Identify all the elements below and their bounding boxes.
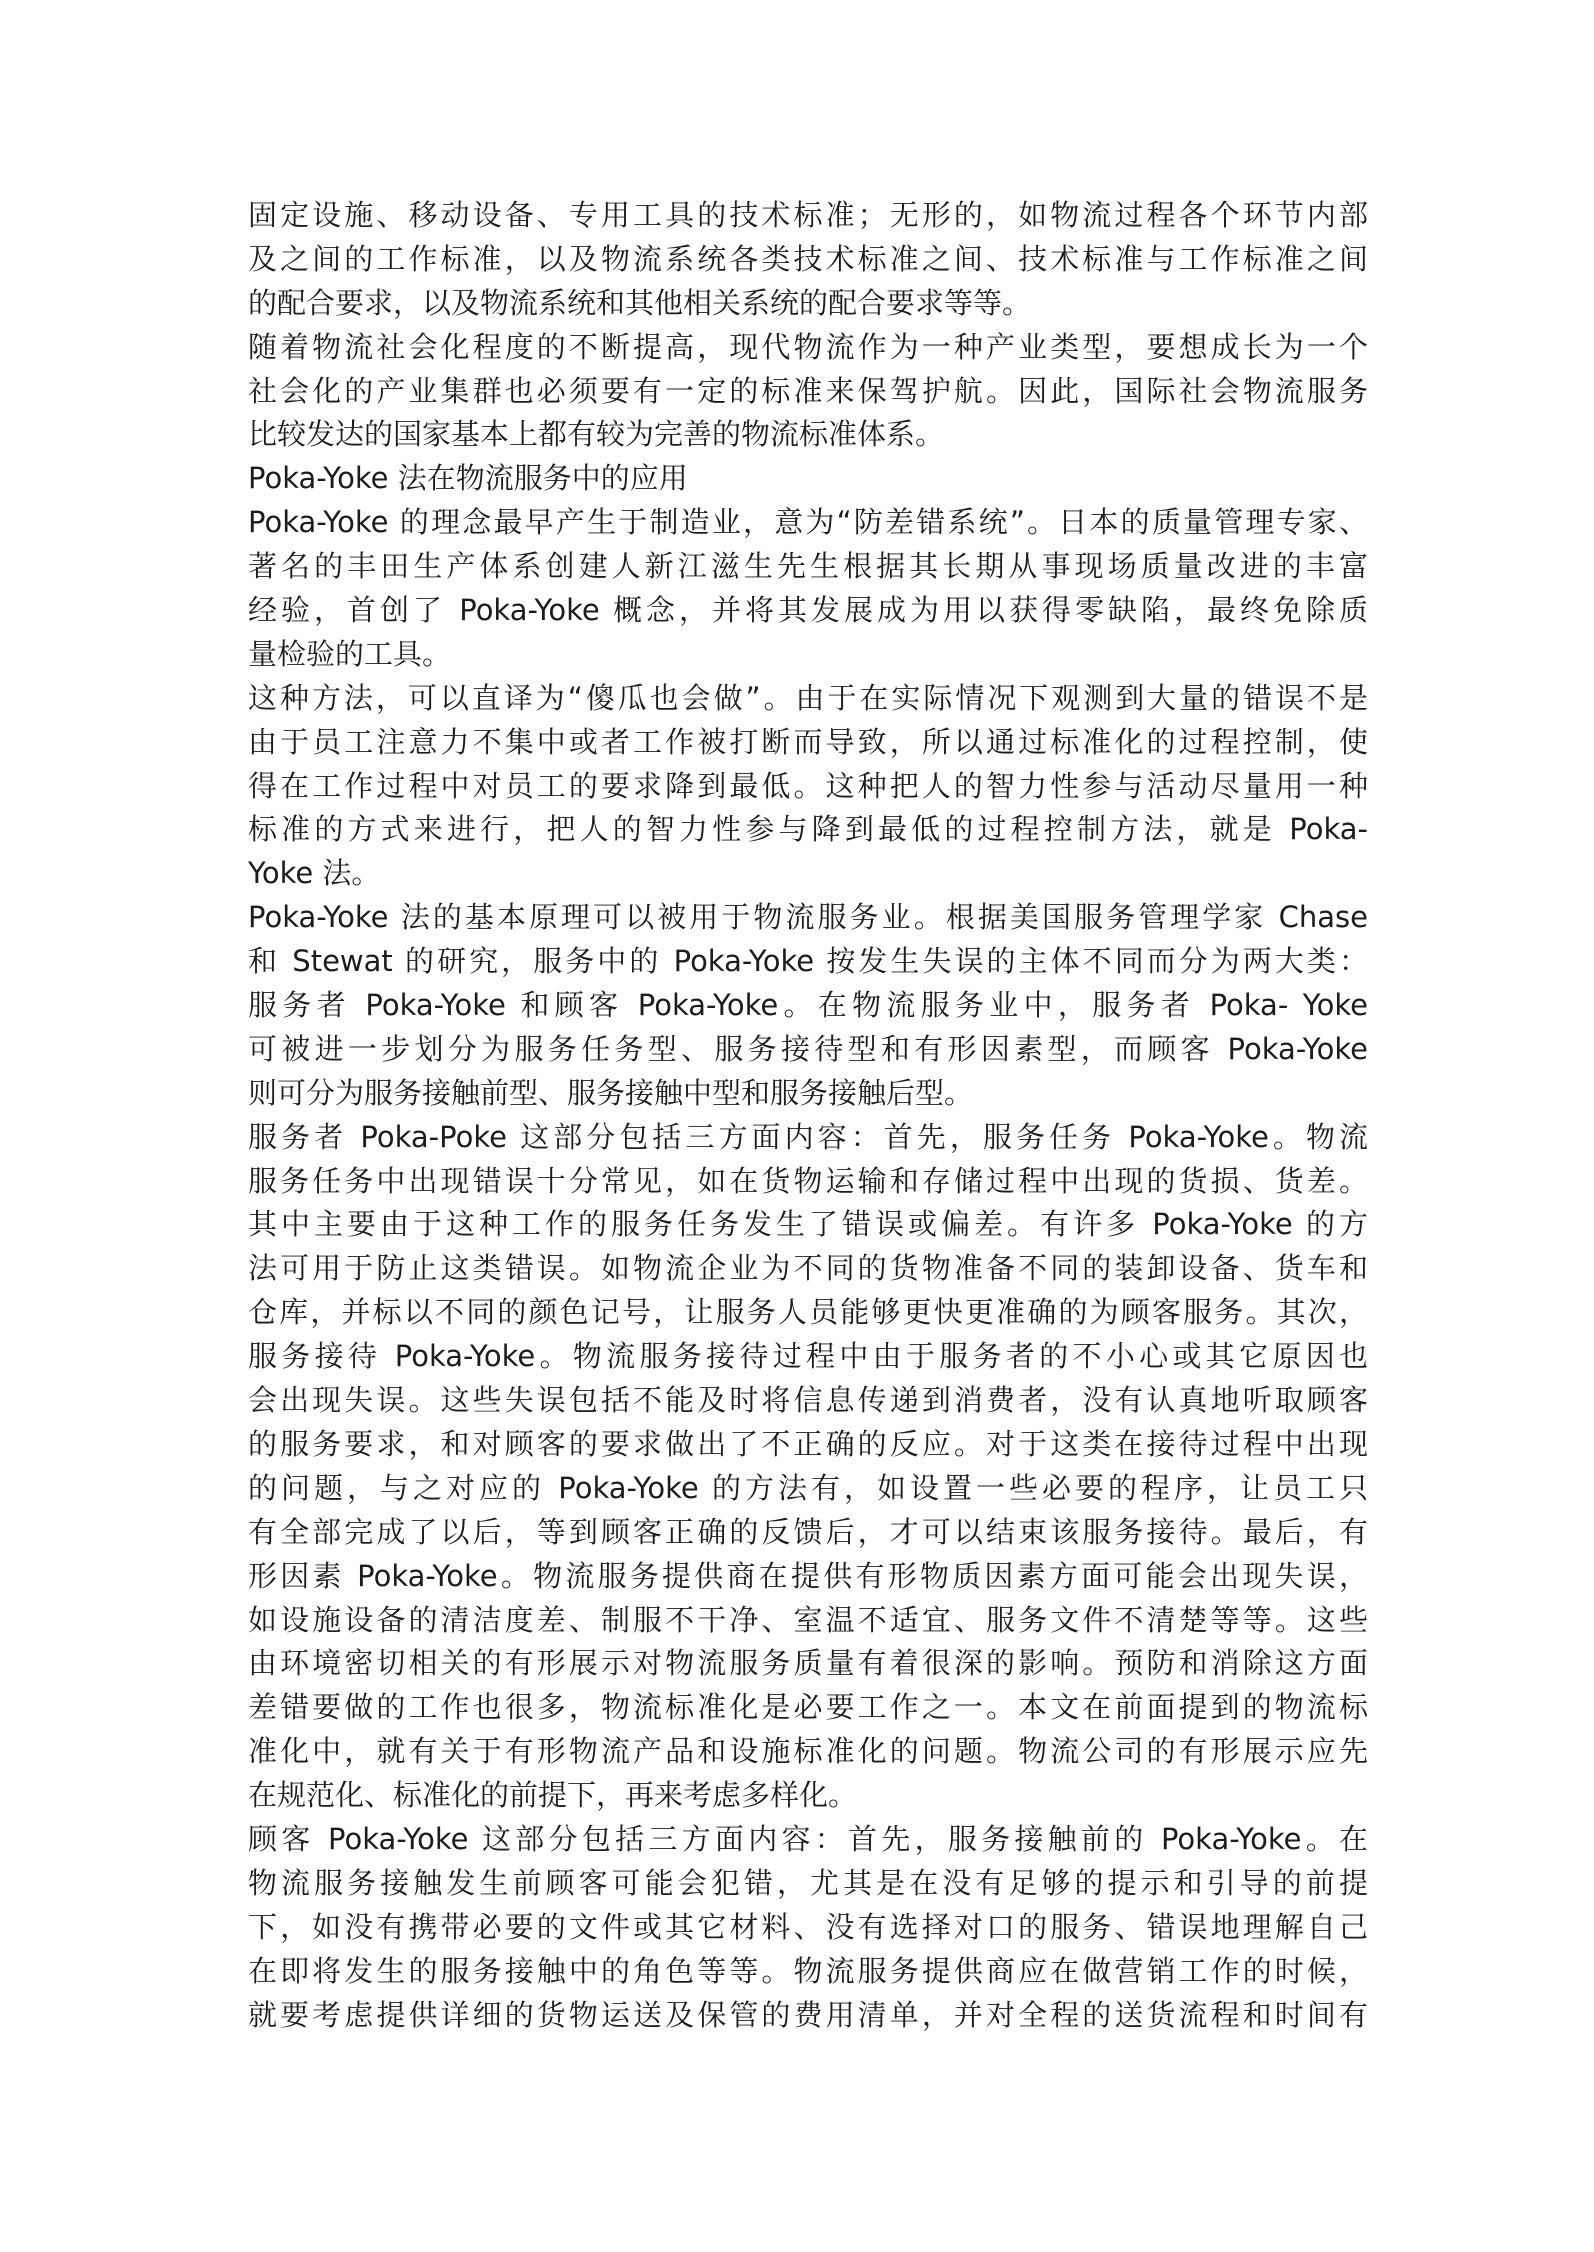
text-line: 可被进一步划分为服务任务型、服务接待型和有形因素型，而顾客 Poka-Yoke — [248, 1031, 1368, 1066]
paragraph-standards — [248, 194, 1368, 326]
text-line: 在即将发生的服务接触中的角色等等。物流服务提供商应在做营销工作的时候， — [248, 1953, 1368, 1988]
text-line: 物流服务接触发生前顾客可能会犯错，尤其是在没有足够的提示和引导的前提 — [248, 1865, 1368, 1900]
text-line: 社会化的产业集群也必须要有一定的标准来保驾护航。因此，国际社会物流服务 — [248, 373, 1368, 408]
text-line: Poka-Yoke 的理念最早产生于制造业，意为“防差错系统”。日本的质量管理专家、 — [248, 505, 1368, 540]
paragraph-poka-yoke-origin — [248, 501, 1368, 677]
text-line: 及之间的工作标准，以及物流系统各类技术标准之间、技术标准与工作标准之间 — [248, 241, 1368, 276]
text-line: 固定设施、移动设备、专用工具的技术标准；无形的，如物流过程各个环节内部 — [248, 198, 1368, 232]
text-line: 会出现失误。这些失误包括不能及时将信息传递到消费者，没有认真地听取顾客 — [248, 1383, 1368, 1418]
text-line: 的问题，与之对应的 Poka-Yoke 的方法有，如设置一些必要的程序，让员工只 — [248, 1470, 1368, 1505]
paragraph-method-description — [248, 677, 1368, 896]
paragraph-server-poka-yoke — [248, 1116, 1368, 1818]
paragraph-basic-principle — [248, 896, 1368, 1115]
text-line: 服务任务中出现错误十分常见，如在货物运输和存储过程中出现的货损、货差。 — [248, 1163, 1368, 1198]
text-line: 服务者 Poka-Yoke 和顾客 Poka-Yoke。在物流服务业中，服务者 Poka- Yoke — [248, 988, 1368, 1023]
text-line: Poka-Yoke 法的基本原理可以被用于物流服务业。根据美国服务管理学家 Chase — [248, 900, 1368, 935]
text-line: 准化中，就有关于有形物流产品和设施标准化的问题。物流公司的有形展示应先 — [248, 1734, 1368, 1769]
text-line: 法可用于防止这类错误。如物流企业为不同的货物准备不同的装卸设备、货车和 — [248, 1251, 1368, 1286]
heading-line: Poka-Yoke 法在物流服务中的应用 — [248, 461, 688, 496]
section-heading — [248, 457, 1368, 501]
text-line: 形因素 Poka-Yoke。物流服务提供商在提供有形物质因素方面可能会出现失误， — [248, 1558, 1368, 1593]
paragraph-socialization — [248, 326, 1368, 458]
text-line: 和 Stewat 的研究，服务中的 Poka-Yoke 按发生失误的主体不同而分为两大类： — [248, 944, 1368, 979]
text-line: 服务接待 Poka-Yoke。物流服务接待过程中由于服务者的不小心或其它原因也 — [248, 1339, 1368, 1374]
text-line: 下，如没有携带必要的文件或其它材料、没有选择对口的服务、错误地理解自己 — [248, 1909, 1368, 1944]
text-line: 经验，首创了 Poka-Yoke 概念，并将其发展成为用以获得零缺陷，最终免除质 — [248, 593, 1368, 628]
text-line: 著名的丰田生产体系创建人新江滋生先生根据其长期从事现场质量改进的丰富 — [248, 549, 1368, 584]
text-line: 标准的方式来进行，把人的智力性参与降到最低的过程控制方法，就是 Poka- — [248, 812, 1368, 847]
text-line: 差错要做的工作也很多，物流标准化是必要工作之一。本文在前面提到的物流标 — [248, 1690, 1368, 1725]
text-line: Yoke 法。 — [248, 856, 381, 891]
text-line: 则可分为服务接触前型、服务接触中型和服务接触后型。 — [248, 1075, 974, 1110]
text-line: 就要考虑提供详细的货物运送及保管的费用清单，并对全程的送货流程和时间有 — [248, 1997, 1368, 2032]
text-line: 的配合要求，以及物流系统和其他相关系统的配合要求等等。 — [248, 285, 1032, 320]
text-line: 有全部完成了以后，等到顾客正确的反馈后，才可以结束该服务接待。最后，有 — [248, 1514, 1368, 1549]
text-line: 由于员工注意力不集中或者工作被打断而导致，所以通过标准化的过程控制，使 — [248, 724, 1368, 759]
text-line: 比较发达的国家基本上都有较为完善的物流标准体系。 — [248, 417, 945, 452]
text-line: 仓库，并标以不同的颜色记号，让服务人员能够更快更准确的为顾客服务。其次， — [248, 1295, 1368, 1330]
text-line: 顾客 Poka-Yoke 这部分包括三方面内容：首先，服务接触前的 Poka-Yoke。在 — [248, 1821, 1368, 1856]
text-line: 这种方法，可以直译为“傻瓜也会做”。由于在实际情况下观测到大量的错误不是 — [248, 680, 1368, 715]
text-line: 得在工作过程中对员工的要求降到最低。这种把人的智力性参与活动尽量用一种 — [248, 768, 1368, 803]
text-line: 由环境密切相关的有形展示对物流服务质量有着很深的影响。预防和消除这方面 — [248, 1646, 1368, 1681]
text-line: 随着物流社会化程度的不断提高，现代物流作为一种产业类型，要想成长为一个 — [248, 329, 1368, 364]
text-line: 如设施设备的清洁度差、制服不干净、室温不适宜、服务文件不清楚等等。这些 — [248, 1602, 1368, 1637]
text-line: 的服务要求，和对顾客的要求做出了不正确的反应。对于这类在接待过程中出现 — [248, 1426, 1368, 1461]
paragraph-customer-poka-yoke — [248, 1818, 1368, 2037]
text-line: 其中主要由于这种工作的服务任务发生了错误或偏差。有许多 Poka-Yoke 的方 — [248, 1207, 1368, 1242]
document-body — [248, 194, 1368, 2037]
text-line: 量检验的工具。 — [248, 636, 452, 671]
text-line: 服务者 Poka-Poke 这部分包括三方面内容：首先，服务任务 Poka-Yoke。物流 — [248, 1119, 1368, 1154]
text-line: 在规范化、标准化的前提下，再来考虑多样化。 — [248, 1778, 858, 1813]
